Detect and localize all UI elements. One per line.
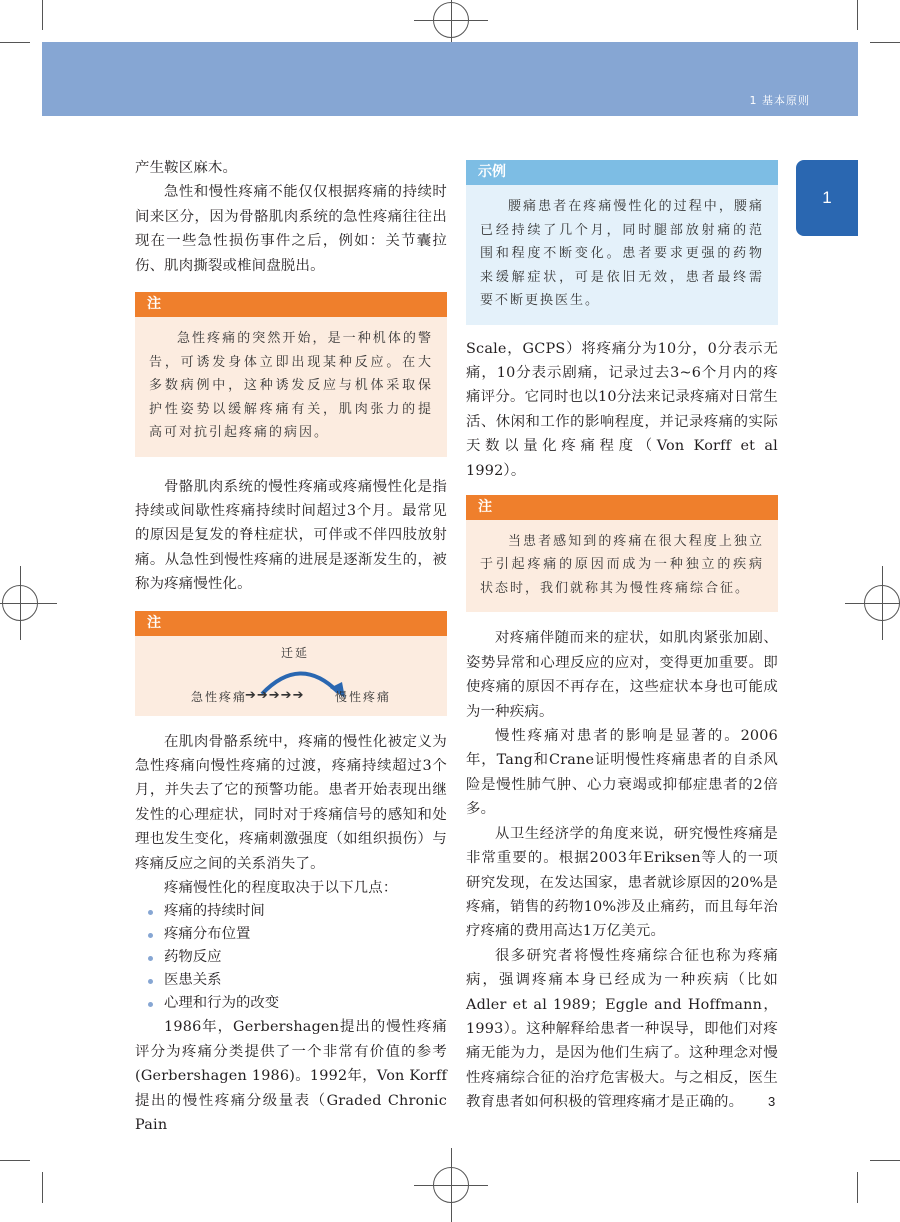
paragraph: Scale，GCPS）将疼痛分为10分，0分表示无痛，10分表示剧痛，记录过去3~6个月内的疼痛评分。它同时也以10分法来记录疼痛对日常生活、休闲和工作的影响程度，并记录疼痛的实际天数以量化疼痛程度（Von Korff et al 1992）。 xyxy=(466,340,778,479)
page-number: 3 xyxy=(768,1094,776,1109)
note-box xyxy=(466,495,778,613)
right-column xyxy=(466,160,778,1115)
registration-mark xyxy=(2,585,38,621)
paragraph: 急性和慢性疼痛不能仅仅根据疼痛的持续时间来区分，因为骨骼肌肉系统的急性疼痛往往出现在一些急性损伤事件之后，例如：关节囊拉伤、肌肉撕裂或椎间盘脱出。 xyxy=(135,184,447,274)
note-box-diagram xyxy=(135,611,447,716)
running-head: 1 基本原则 xyxy=(749,94,810,107)
note-box-title: 注 xyxy=(466,495,778,520)
crop-mark xyxy=(0,42,30,43)
list-item: 疼痛分布位置 xyxy=(135,923,447,946)
bullet-list xyxy=(135,900,447,1015)
bullet-dot-icon xyxy=(148,910,153,915)
bullet-dot-icon xyxy=(148,1002,153,1007)
crop-mark xyxy=(870,42,900,43)
left-column xyxy=(135,156,447,1137)
note-box-body xyxy=(466,520,778,613)
paragraph: 对疼痛伴随而来的症状，如肌肉紧张加剧、姿势异常和心理反应的应对，变得更加重要。即使疼痛的原因不再存在，这些症状本身也可能成为一种疾病。 xyxy=(466,630,778,720)
bullet-dot-icon xyxy=(148,979,153,984)
note-box xyxy=(135,292,447,457)
crop-mark xyxy=(857,1172,858,1203)
paragraph: 骨骼肌肉系统的慢性疼痛或疼痛慢性化是指持续或间歇性疼痛持续时间超过3个月。最常见的原因是复发的脊柱症状，可伴或不伴四肢放射痛。从急性到慢性疼痛的进展是逐渐发生的，被称为疼痛慢性化。 xyxy=(135,478,447,593)
list-item: 医患关系 xyxy=(135,969,447,992)
bullet-dot-icon xyxy=(148,933,153,938)
crop-mark xyxy=(0,1160,30,1161)
note-box-text: 当患者感知到的疼痛在很大程度上独立于引起疼痛的原因而成为一种独立的疾病状态时，我们就称其为慢性疼痛综合征。 xyxy=(480,533,764,596)
paragraph: 1986年，Gerbershagen提出的慢性疼痛评分为疼痛分类提供了一个非常有价值的参考(Gerbershagen 1986)。1992年，Von Korff提出的慢性疼痛分级量表（Graded Chronic Pain xyxy=(135,1019,447,1134)
note-box-title: 注 xyxy=(135,611,447,636)
list-item: 药物反应 xyxy=(135,946,447,969)
paragraph: 从卫生经济学的角度来说，研究慢性疼痛是非常重要的。根据2003年Eriksen等人的一项研究发现，在发达国家，患者就诊原因的20%是疼痛，销售的药物10%涉及止痛药，而且每年治疗疼痛的费用高达1万亿美元。 xyxy=(466,825,778,940)
note-box-body xyxy=(135,317,447,457)
diagram-chronic-label: 慢性疼痛 xyxy=(335,689,392,704)
note-box-title: 注 xyxy=(135,292,447,317)
registration-mark xyxy=(433,1167,469,1203)
paragraph: 很多研究者将慢性疼痛综合征也称为疼痛病，强调疼痛本身已经成为一种疾病（比如Adler et al 1989；Eggle and Hoffmann，1993）。这种解释给患者一种误导，即他们对疼痛无能为力，是因为他们生病了。这种理念对慢性疼痛综合征的治疗危害极大。与之相反，医生教育患者如何积极的管理疼痛才是正确的。 xyxy=(466,947,778,1111)
chapter-tab: 1 xyxy=(796,160,858,236)
crop-mark xyxy=(870,1160,900,1161)
registration-mark xyxy=(433,2,469,38)
diagram-delay-label: 迁延 xyxy=(281,645,310,660)
chronification-diagram xyxy=(135,636,447,716)
paragraph: 产生鞍区麻木。 xyxy=(135,160,238,176)
list-item: 心理和行为的改变 xyxy=(135,992,447,1015)
crop-mark xyxy=(42,1172,43,1203)
example-box-text: 腰痛患者在疼痛慢性化的过程中，腰痛已经持续了几个月，同时腿部放射痛的范围和程度不断变化。患者要求更强的药物来缓解症状，可是依旧无效，患者最终需要不断更换医生。 xyxy=(480,199,764,308)
example-box-body xyxy=(466,185,778,325)
paragraph: 在肌肉骨骼系统中，疼痛的慢性化被定义为急性疼痛向慢性疼痛的过渡，疼痛持续超过3个月，并失去了它的预警功能。患者开始表现出继发性的心理症状，同时对于疼痛信号的感知和处理也发生变化，疼痛刺激强度（如组织损伤）与疼痛反应之间的关系消失了。 xyxy=(135,733,447,872)
registration-mark xyxy=(864,585,900,621)
paragraph: 疼痛慢性化的程度取决于以下几点： xyxy=(164,880,398,896)
list-item: 疼痛的持续时间 xyxy=(135,900,447,923)
crop-mark xyxy=(857,0,858,30)
diagram-arrows: ➔➔➔➔➔ xyxy=(245,687,305,703)
crop-mark xyxy=(42,0,43,30)
note-box-text: 急性疼痛的突然开始，是一种机体的警告，可诱发身体立即出现某种反应。在大多数病例中，这种诱发反应与机体采取保护性姿势以缓解疼痛有关，肌肉张力的提高可对抗引起疼痛的病因。 xyxy=(149,331,433,441)
example-box xyxy=(466,160,778,325)
header-band xyxy=(42,42,858,116)
paragraph: 慢性疼痛对患者的影响是显著的。2006年，Tang和Crane证明慢性疼痛患者的自杀风险是慢性肺气肿、心力衰竭或抑郁症患者的2倍多。 xyxy=(466,728,778,818)
bullet-dot-icon xyxy=(148,956,153,961)
diagram-acute-label: 急性疼痛 xyxy=(191,689,248,704)
example-box-title: 示例 xyxy=(466,160,778,185)
